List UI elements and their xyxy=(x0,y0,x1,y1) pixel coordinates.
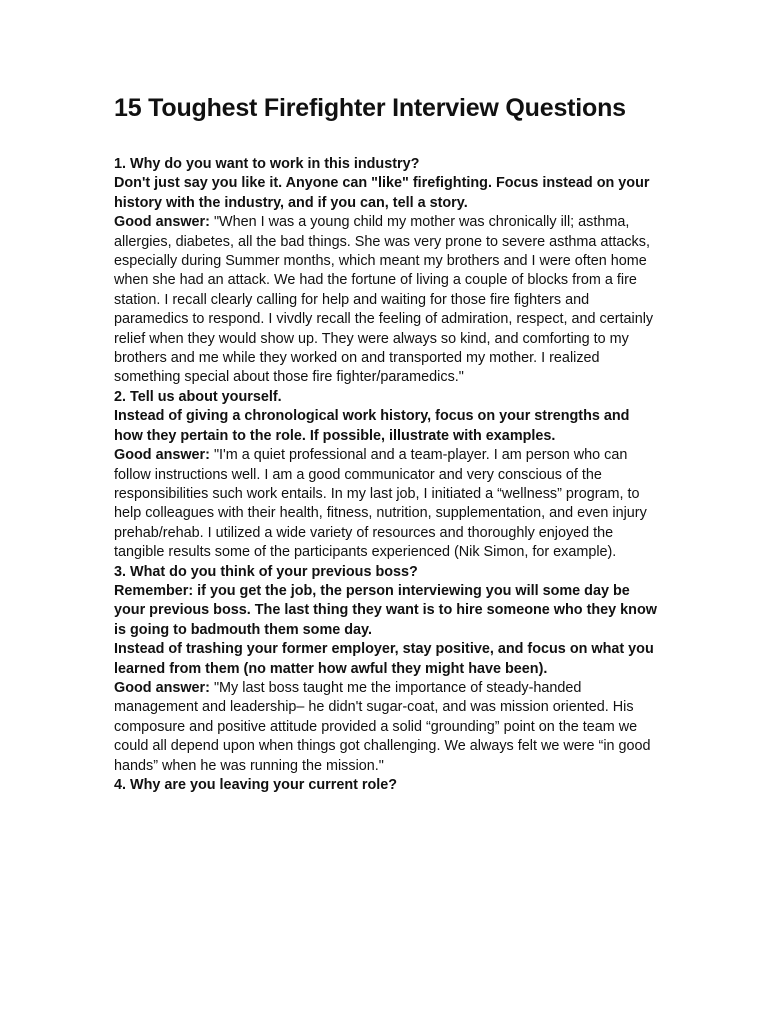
good-answer-text: "I'm a quiet professional and a team-player. I am person who can follow instructions well. I am a good communicator and very conscious of the responsibilities such work entails. In my last job, I initiated a “wellness” program, to help colleagues with their health, fitness, nutrition, supplementation, and even injury prehab/rehab. I utilized a wide variety of resources and thoroughly enjoyed the tangible results some of the participants experienced (Nik Simon, for example). xyxy=(114,447,647,561)
document-title: 15 Toughest Firefighter Interview Questions xyxy=(114,94,626,122)
good-answer-label: Good answer: xyxy=(114,679,210,696)
qa-section-4 xyxy=(114,776,659,795)
question-advice: Remember: if you get the job, the person interviewing you will some day be your previous boss. The last thing they want is to hire someone who they know is going to badmouth them some day. xyxy=(114,582,657,638)
good-answer-text: "My last boss taught me the importance of steady-handed management and leadership– he didn't sugar-coat, and was mission oriented. His composure and positive attitude provided a solid “grounding” point on the team we could all depend upon when things got challenging. We always felt we were “in good hands” when he was running the mission." xyxy=(114,679,651,774)
qa-section-2 xyxy=(114,388,659,563)
question-heading: 1. Why do you want to work in this industry? xyxy=(114,156,420,172)
question-advice: Instead of trashing your former employer, stay positive, and focus on what you learned from them (no matter how awful they might have been). xyxy=(114,641,654,677)
question-advice: Don't just say you like it. Anyone can "like" firefighting. Focus instead on your history with the industry, and if you can, tell a story. xyxy=(114,175,650,211)
good-answer-text: "When I was a young child my mother was chronically ill; asthma, allergies, diabetes, all the bad things. She was very prone to severe asthma attacks, especially during Summer months, which meant my brothers and I were often home when she had an attack. We had the fortune of living a couple of blocks from a fire station. I recall clearly calling for help and waiting for those fire fighters and paramedics to respond. I vivdly recall the feeling of admiration, respect, and certainly relief when they would show up. They were always so kind, and comforting to my brothers and me while they worked on and transported my mother. I realized something special about those fire fighter/paramedics." xyxy=(114,214,654,386)
good-answer xyxy=(114,446,659,562)
question-heading: 4. Why are you leaving your current role? xyxy=(114,777,398,793)
question-heading: 2. Tell us about yourself. xyxy=(114,388,282,405)
document-page xyxy=(114,92,659,795)
qa-section-3 xyxy=(114,563,659,776)
good-answer-label: Good answer: xyxy=(114,447,210,464)
question-advice: Instead of giving a chronological work history, focus on your strengths and how they pertain to the role. If possible, illustrate with examples. xyxy=(114,408,630,444)
question-heading: 3. What do you think of your previous boss? xyxy=(114,563,418,580)
good-answer xyxy=(114,213,659,388)
good-answer-label: Good answer: xyxy=(114,214,210,231)
good-answer xyxy=(114,679,659,776)
qa-section-1 xyxy=(114,155,659,388)
